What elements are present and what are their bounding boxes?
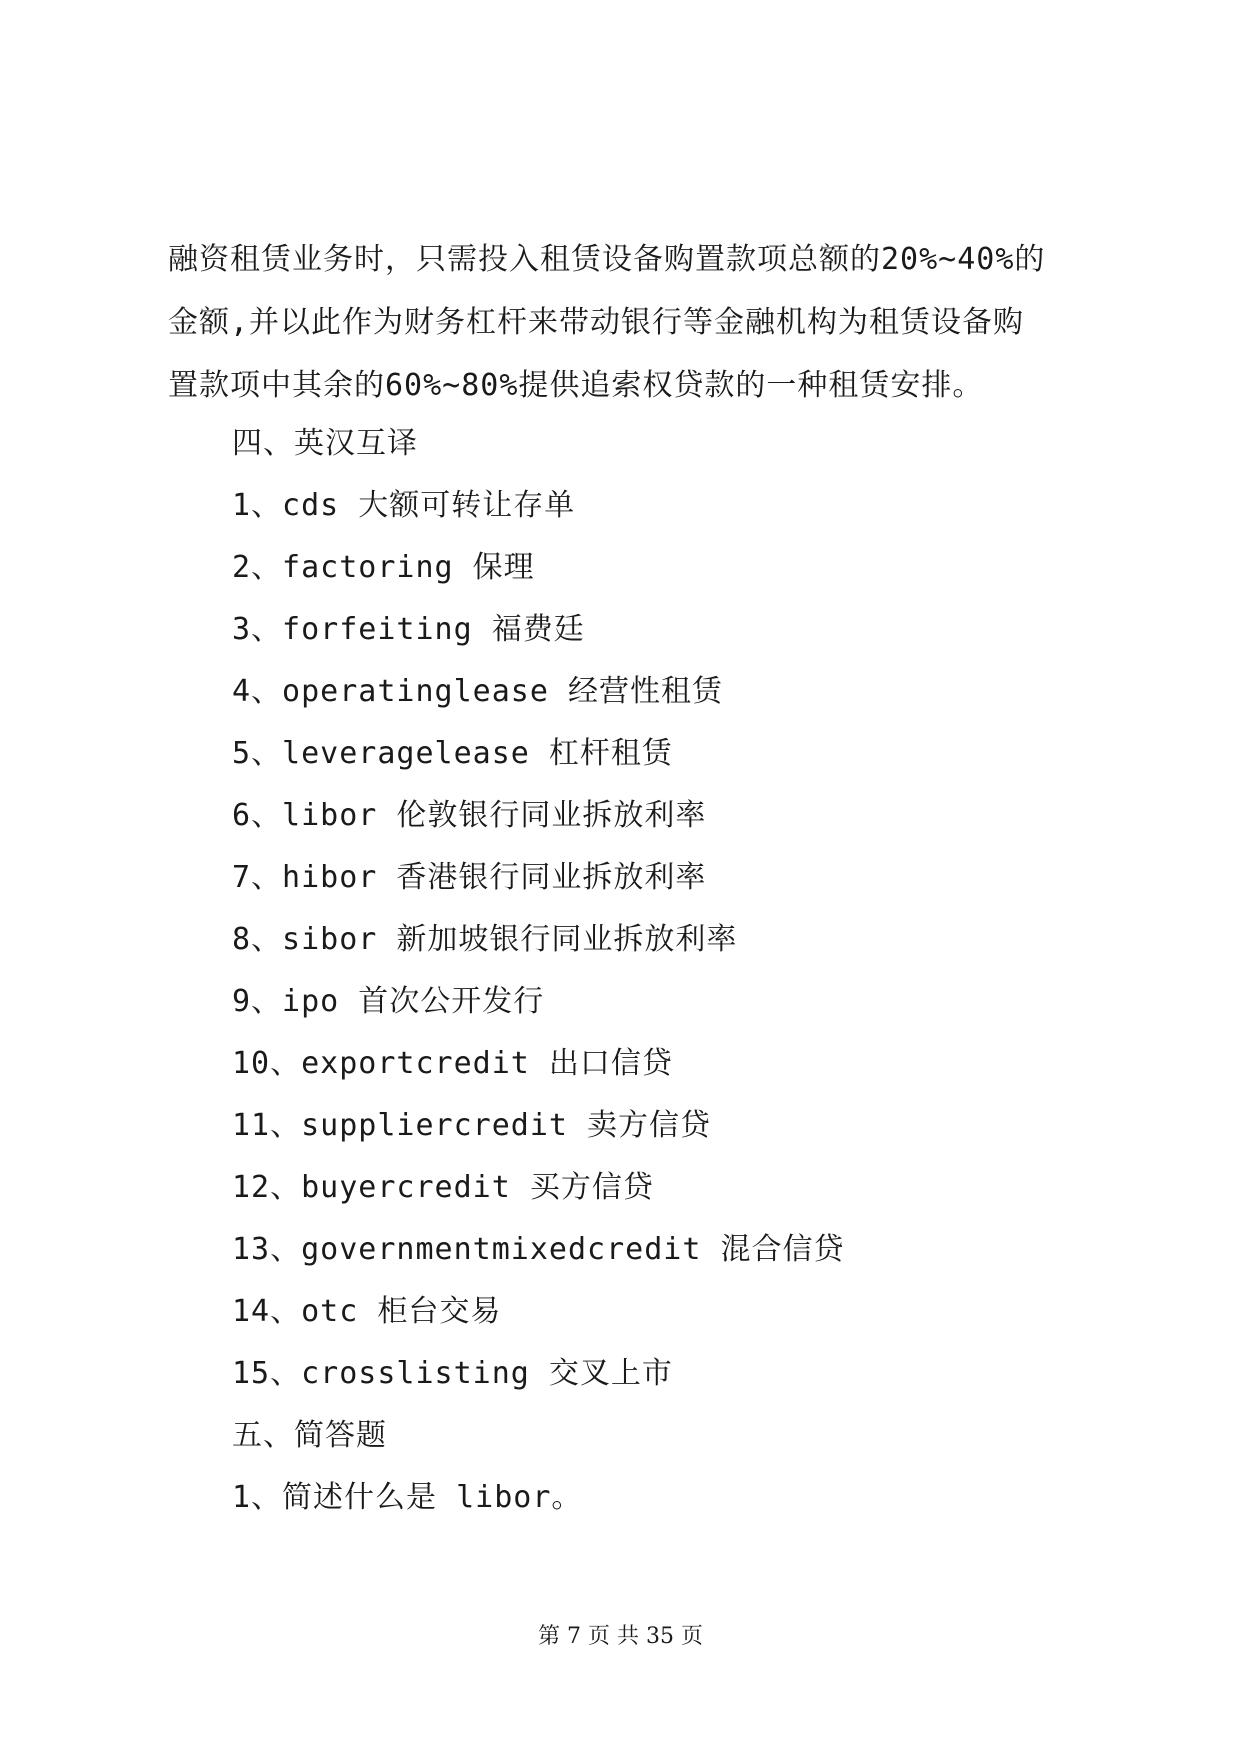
paragraph-line-2: 金额,并以此作为财务杠杆来带动银行等金融机构为租赁设备购	[168, 305, 1025, 340]
page-footer: 第 7 页 共 35 页	[538, 1624, 703, 1649]
term-item-7: 7、hibor 香港银行同业拆放利率	[232, 860, 707, 895]
term-item-3: 3、forfeiting 福费廷	[232, 612, 585, 647]
question-item-1: 1、简述什么是 libor。	[232, 1480, 583, 1515]
term-item-12: 12、buyercredit 买方信贷	[232, 1170, 654, 1205]
term-item-10: 10、exportcredit 出口信贷	[232, 1046, 673, 1081]
term-item-14: 14、otc 柜台交易	[232, 1294, 502, 1329]
section-heading-short-answer: 五、简答题	[232, 1418, 387, 1453]
term-item-2: 2、factoring 保理	[232, 550, 535, 585]
intro-paragraph	[168, 228, 1088, 417]
term-item-6: 6、libor 伦敦银行同业拆放利率	[232, 798, 707, 833]
term-item-4: 4、operatinglease 经营性租赁	[232, 674, 723, 709]
term-item-13: 13、governmentmixedcredit 混合信贷	[232, 1232, 845, 1267]
paragraph-line-3: 置款项中其余的60%~80%提供追索权贷款的一种租赁安排。	[168, 368, 984, 403]
section-heading-translation: 四、英汉互译	[232, 426, 418, 461]
term-item-15: 15、crosslisting 交叉上市	[232, 1356, 673, 1391]
term-item-8: 8、sibor 新加坡银行同业拆放利率	[232, 922, 738, 957]
term-item-1: 1、cds 大额可转让存单	[232, 488, 576, 523]
term-item-9: 9、ipo 首次公开发行	[232, 984, 545, 1019]
term-item-5: 5、leveragelease 杠杆租赁	[232, 736, 673, 771]
paragraph-line-1: 融资租赁业务时，只需投入租赁设备购置款项总额的20%~40%的	[168, 242, 1046, 277]
term-item-11: 11、suppliercredit 卖方信贷	[232, 1108, 712, 1143]
